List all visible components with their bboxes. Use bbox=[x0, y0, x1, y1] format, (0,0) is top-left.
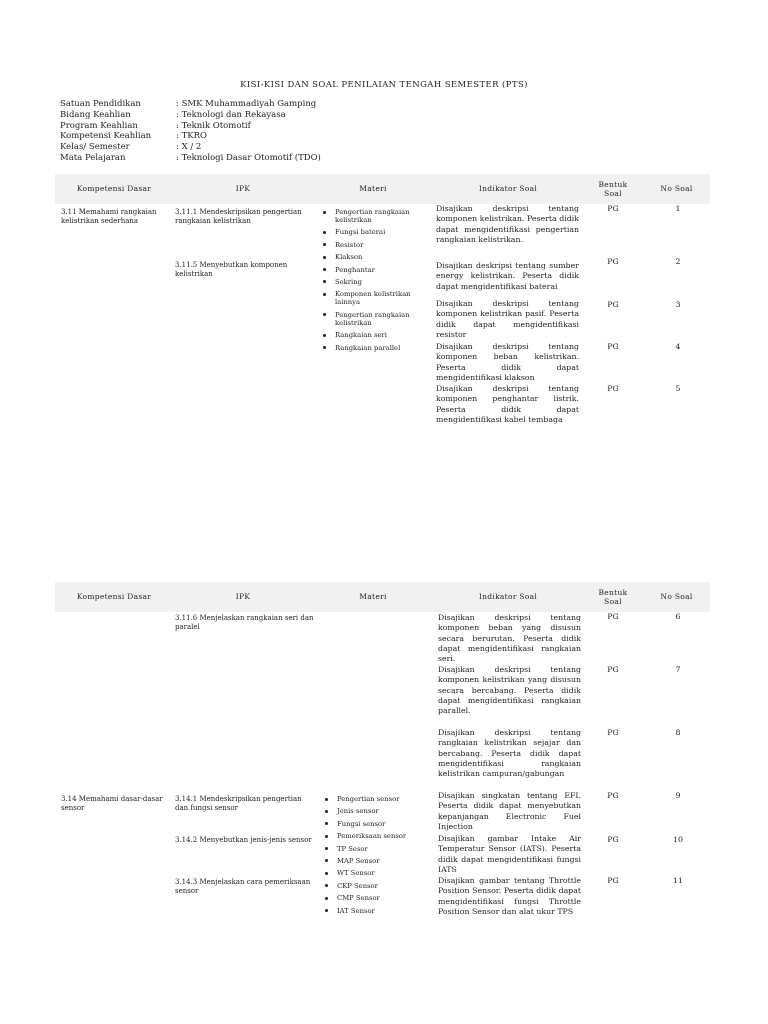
no-soal: 5 bbox=[675, 384, 681, 393]
identity-label: Satuan Pendidikan bbox=[60, 99, 141, 109]
kisi-table-2 bbox=[55, 582, 710, 962]
header-no-soal: No Soal bbox=[660, 592, 693, 602]
header-indikator-soal: Indikator Soal bbox=[478, 592, 538, 602]
indikator-text: Disajikan deskripsi tentang komponen beban kelistrikan. Peserta didik dapat mengidentifikasi klakson bbox=[436, 342, 579, 382]
no-soal: 8 bbox=[675, 728, 681, 737]
header-kompetensi-dasar: Kompetensi Dasar bbox=[76, 184, 152, 194]
header-ipk: IPK bbox=[235, 184, 251, 194]
materi-item: Pengertian sensor bbox=[323, 795, 435, 803]
materi-item: WT Sensor bbox=[323, 869, 435, 877]
identity-label: Bidang Keahlian bbox=[60, 109, 131, 120]
materi-item: Pengertian rangkaian kelistrikan bbox=[321, 311, 433, 327]
bentuk-soal: PG bbox=[607, 665, 619, 674]
header-no-soal: No Soal bbox=[660, 184, 693, 194]
ipk-text: 3.11.1 Mendeskripsikan pengertian rangkaian kelistrikan bbox=[175, 208, 302, 225]
identity-label: Program Keahlian bbox=[60, 120, 138, 131]
indikator-text: Disajikan deskripsi tentang komponen penghantar listrik. Peserta didik dapat mengidentifikasi kabel tembaga bbox=[436, 384, 579, 424]
header-kompetensi-dasar: Kompetensi Dasar bbox=[76, 592, 152, 602]
materi-list bbox=[321, 208, 433, 356]
bentuk-soal: PG bbox=[607, 835, 619, 844]
identity-label: Kompetensi Keahlian bbox=[60, 131, 152, 142]
identity-value: : Teknologi Dasar Otomotif (TDO) bbox=[176, 152, 321, 163]
materi-list bbox=[323, 795, 435, 919]
identity-value: : Teknologi dan Rekayasa bbox=[176, 109, 286, 120]
materi-item: Pemeriksaan sensor bbox=[323, 832, 435, 840]
header-bentuk-soal: Bentuk Soal bbox=[598, 587, 628, 606]
materi-item: Rangkaian parallel bbox=[321, 344, 433, 352]
identity-value: : Teknik Otomotif bbox=[176, 120, 251, 131]
indikator-text: Disajikan singkatan tentang EFI. Peserta didik dapat menyebutkan kepanjangan Electronic Fuel Injection bbox=[438, 791, 581, 831]
identity-row bbox=[60, 99, 321, 110]
materi-item: Fungsi baterai bbox=[321, 228, 433, 236]
kd-text: 3.11 Memahami rangkaian kelistrikan sederhana bbox=[61, 208, 157, 225]
bentuk-soal: PG bbox=[607, 300, 619, 309]
ipk-text: 3.14.1 Mendeskripsikan pengertian dan fungsi sensor bbox=[175, 795, 302, 812]
identity-label: Mata Pelajaran bbox=[60, 152, 126, 163]
header-materi: Materi bbox=[359, 592, 387, 602]
table-header bbox=[55, 174, 710, 204]
materi-item: Sekring bbox=[321, 278, 433, 286]
no-soal: 2 bbox=[675, 257, 681, 266]
materi-item: MAP Sensor bbox=[323, 857, 435, 865]
materi-item: TP Sesor bbox=[323, 845, 435, 853]
indikator-text: Disajikan deskripsi tentang komponen kelistrikan. Peserta didik dapat mengidentifikasi pengertian rangkaian kelistrikan. bbox=[436, 204, 579, 244]
materi-item: Penghantar bbox=[321, 266, 433, 274]
identity-value: : X / 2 bbox=[176, 142, 202, 153]
indikator-text: Disajikan deskripsi tentang komponen beban yang disusun secara berurutan. Peserta didik dapat mengidentifikasi rangkaian seri. bbox=[438, 613, 581, 664]
header-bentuk-soal: Bentuk Soal bbox=[598, 179, 628, 198]
identity-value: : TKRO bbox=[176, 131, 207, 142]
materi-item: CMP Sensor bbox=[323, 894, 435, 902]
bentuk-soal: PG bbox=[607, 204, 619, 213]
identity-value: : SMK Muhammadiyah Gamping bbox=[176, 99, 317, 109]
no-soal: 1 bbox=[675, 204, 681, 213]
indikator-text: Disajikan deskripsi tentang komponen kelistrikan yang disusun secara bercabang. Peserta didik dapat mengidentifikasi rangkaian parallel. bbox=[438, 665, 581, 716]
bentuk-soal: PG bbox=[607, 791, 619, 800]
materi-item: Komponen kelistrikan lainnya bbox=[321, 290, 433, 306]
identity-row bbox=[60, 131, 321, 142]
bentuk-soal: PG bbox=[607, 728, 619, 737]
header-indikator-soal: Indikator Soal bbox=[478, 184, 538, 194]
identity-block bbox=[60, 99, 321, 164]
no-soal: 3 bbox=[675, 300, 681, 309]
indikator-text: Disajikan deskripsi tentang rangkaian kelistrikan sejajar dan bercabang. Peserta didik dapat mengidentifikasi rangkaian kelistrikan campuran/gabungan bbox=[438, 728, 581, 779]
identity-label: Kelas/ Semester bbox=[60, 142, 130, 153]
materi-item: CKP Sensor bbox=[323, 882, 435, 890]
ipk-text: 3.14.2 Menyebutkan jenis-jenis sensor bbox=[175, 836, 312, 844]
indikator-text: Disajikan gambar tentang Throttle Position Sensor. Peserta didik dapat mengidentifikasi fungsi Throttle Position Sensor dan alat ukur TPS bbox=[438, 876, 581, 916]
header-ipk: IPK bbox=[235, 592, 251, 602]
no-soal: 9 bbox=[675, 791, 681, 800]
bentuk-soal: PG bbox=[607, 384, 619, 393]
indikator-text: Disajikan deskripsi tentang sumber energy kelistrikan. Peserta didik dapat mengidentifikasi baterai bbox=[436, 261, 579, 291]
no-soal: 11 bbox=[673, 876, 683, 885]
materi-item: Jenis sensor bbox=[323, 807, 435, 815]
identity-row bbox=[60, 121, 321, 132]
materi-item: Fungsi sensor bbox=[323, 820, 435, 828]
indikator-text: Disajikan deskripsi tentang komponen kelistrikan pasif. Peserta didik dapat mengidentifikasi resistor bbox=[436, 299, 579, 339]
kd-text: 3.14 Memahami dasar-dasar sensor bbox=[61, 795, 163, 812]
document-title: KISI-KISI DAN SOAL PENILAIAN TENGAH SEMESTER (PTS) bbox=[240, 80, 528, 90]
no-soal: 10 bbox=[673, 835, 683, 844]
no-soal: 7 bbox=[675, 665, 681, 674]
header-materi: Materi bbox=[359, 184, 387, 194]
materi-item: Resistor bbox=[321, 241, 433, 249]
identity-row bbox=[60, 153, 321, 164]
bentuk-soal: PG bbox=[607, 257, 619, 266]
ipk-text: 3.11.5 Menyebutkan komponen kelistrikan bbox=[175, 261, 288, 278]
bentuk-soal: PG bbox=[607, 342, 619, 351]
ipk-text: 3.11.6 Menjelaskan rangkaian seri dan paralel bbox=[175, 614, 314, 631]
no-soal: 4 bbox=[675, 342, 681, 351]
identity-row bbox=[60, 110, 321, 121]
ipk-text: 3.14.3 Menjelaskan cara pemeriksaan sensor bbox=[175, 878, 311, 895]
materi-item: IAT Sensor bbox=[323, 907, 435, 915]
kisi-table-1 bbox=[55, 174, 710, 434]
materi-item: Rangkaian seri bbox=[321, 331, 433, 339]
materi-item: Klakson bbox=[321, 253, 433, 261]
materi-item: Pengertian rangkaian kelistrikan bbox=[321, 208, 433, 224]
bentuk-soal: PG bbox=[607, 612, 619, 621]
table-header bbox=[55, 582, 710, 612]
no-soal: 6 bbox=[675, 612, 681, 621]
bentuk-soal: PG bbox=[607, 876, 619, 885]
identity-row bbox=[60, 142, 321, 153]
indikator-text: Disajikan gambar Intake Air Temperatur Sensor (IATS). Peserta didik dapat mengidentifikasi fungsi IATS bbox=[438, 834, 581, 874]
